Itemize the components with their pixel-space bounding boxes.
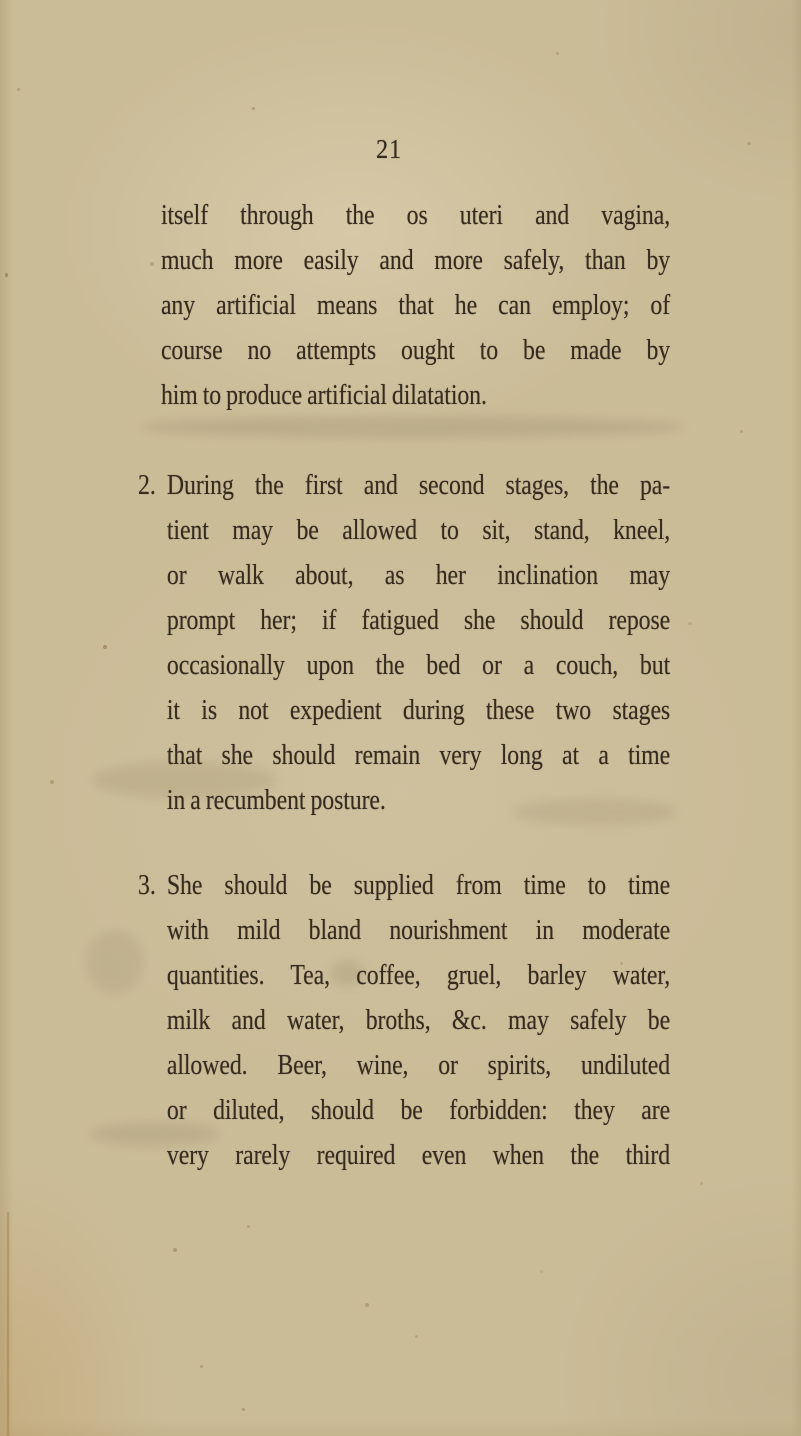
- paragraph: [138, 863, 670, 1178]
- text-line: any artificial means that he can employ; of: [160, 290, 671, 321]
- paper-speck: [540, 1270, 543, 1273]
- paragraph: [138, 193, 670, 418]
- ink-bleedthrough: [86, 930, 144, 994]
- paper-speck: [173, 1248, 177, 1252]
- paper-speck: [688, 622, 692, 625]
- text-line: occasionally upon the bed or a couch, but: [166, 650, 671, 681]
- paper-speck: [415, 1335, 418, 1338]
- text-line: or walk about, as her inclination may: [166, 560, 671, 591]
- text-line: or diluted, should be forbidden: they are: [166, 1095, 671, 1126]
- paper-speck: [247, 1225, 250, 1228]
- page-number: 21: [375, 134, 403, 164]
- text-line: allowed. Beer, wine, or spirits, undiluted: [166, 1050, 671, 1081]
- text-line: in a recumbent posture.: [166, 785, 386, 816]
- page-crease: [7, 1212, 9, 1436]
- text-line: milk and water, broths, &c. may safely be: [166, 1005, 671, 1036]
- paper-speck: [103, 645, 107, 649]
- text-line: it is not expedient during these two stages: [166, 695, 671, 726]
- paper-speck: [50, 780, 54, 784]
- paper-speck: [17, 88, 20, 91]
- text-line: very rarely required even when the third: [166, 1140, 671, 1171]
- text-line: him to produce artificial dilatation.: [160, 380, 487, 411]
- paper-speck: [242, 1408, 245, 1411]
- paper-speck: [747, 142, 751, 145]
- text-line: that she should remain very long at a time: [166, 740, 671, 771]
- text-line: course no attempts ought to be made by: [160, 335, 671, 366]
- paper-speck: [365, 1303, 369, 1307]
- text-line: tient may be allowed to sit, stand, kneel,: [166, 515, 671, 546]
- paper-speck: [5, 273, 8, 277]
- paper-speck: [556, 52, 559, 55]
- paper-speck: [740, 430, 743, 433]
- text-line: itself through the os uteri and vagina,: [160, 200, 671, 231]
- text-line: quantities. Tea, coffee, gruel, barley water,: [166, 960, 671, 991]
- text-block: [138, 193, 670, 1178]
- paragraph-number: 3.: [138, 870, 156, 901]
- text-line: with mild bland nourishment in moderate: [166, 915, 671, 946]
- paper-speck: [252, 107, 255, 110]
- paragraph: [138, 463, 670, 823]
- paragraph-number: 2.: [138, 470, 156, 501]
- text-line: During the first and second stages, the pa-: [166, 470, 671, 501]
- text-line: prompt her; if fatigued she should repose: [166, 605, 671, 636]
- paper-speck: [200, 1365, 203, 1368]
- text-line: much more easily and more safely, than by: [160, 245, 671, 276]
- paper-speck: [700, 1182, 703, 1185]
- text-line: She should be supplied from time to time: [166, 870, 671, 901]
